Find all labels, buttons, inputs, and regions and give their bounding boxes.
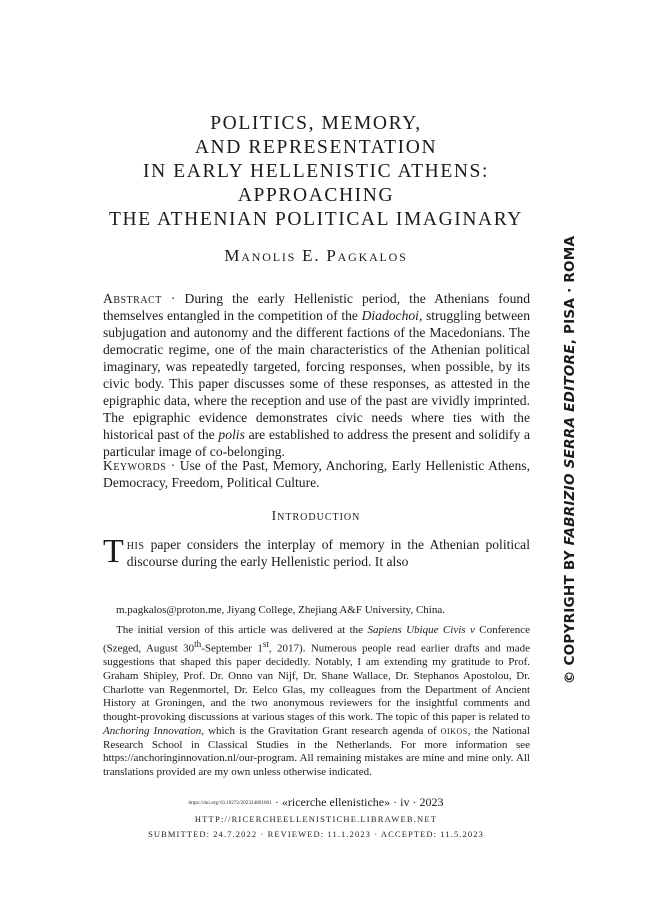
section-heading-introduction: Introduction (271, 508, 361, 523)
doi-link[interactable]: https://doi.org/10.19272/202324801001 (188, 800, 272, 806)
copyright-suffix: , PISA · ROMA (562, 235, 578, 345)
acknowledgement-footnote (103, 624, 530, 780)
abstract-text: , struggling between subjugation and autonomy and the different factions of the Macedonians. The democratic regime, one of the main characteristics of the Athenian political imaginary, was repeatedly targeted, forcing responses, when possible, by its civic body. This paper discusses some of these responses, as attested in the epigraphic data, where the reception and use of the past are vividly imprinted. The epigraphic evidence demonstrates civic needs where ties with the historical past of the (103, 308, 530, 442)
copyright-notice (562, 236, 578, 685)
article-title (100, 112, 532, 232)
title-line: AND REPRESENTATION (194, 137, 438, 158)
journal-year: 2023 (419, 795, 444, 809)
title-line: APPROACHING (237, 185, 395, 206)
introduction-paragraph (103, 533, 530, 570)
intro-smallcaps: his (126, 537, 145, 552)
footnote-text: , which is the Gravitation Grant research agenda of (201, 724, 441, 737)
project-name: Anchoring Innovation (103, 724, 202, 737)
keywords-separator: · (166, 458, 180, 473)
title-line: THE ATHENIAN POLITICAL IMAGINARY (109, 209, 523, 230)
keywords (103, 457, 530, 491)
ordinal-suffix: st (262, 638, 269, 649)
citation-separator: · (271, 795, 282, 809)
keywords-label: Keywords (103, 458, 167, 473)
drop-cap: T (103, 533, 124, 570)
ordinal-suffix: th (194, 638, 202, 649)
abstract-text: are established to address the present and solidify a particular image of co-belonging. (103, 427, 531, 459)
author-name: Manolis E. Pagkalos (224, 246, 408, 265)
copyright-publisher: FABRIZIO SERRA EDITORE (562, 344, 578, 546)
abstract-label: Abstract (103, 291, 162, 306)
footnote-text: -September 1 (201, 642, 263, 655)
citation-separator: · (409, 795, 420, 809)
journal-url[interactable]: HTTP://RICERCHEELLENISTICHE.LIBRAWEB.NET (194, 814, 438, 824)
footnote-text: Conference (Szeged, August 30 (103, 624, 530, 655)
journal-volume: iv (400, 795, 410, 809)
footnote-text: The initial version of this article was delivered at the (116, 624, 368, 636)
abstract-polis: polis (218, 427, 245, 442)
footnote-text: , the National Research School in Classical Studies in the Netherlands. For more information see https://anchoringinnovation.nl/our-program. All remaining mistakes are mine and mine only. All translations provided are my own unless otherwise indicated. (103, 724, 530, 779)
abstract (103, 290, 530, 460)
review-dates: SUBMITTED: 24.7.2022 · REVIEWED: 11.1.2023 · ACCEPTED: 11.5.2023 (148, 829, 484, 839)
author-affiliation: m.pagkalos@proton.me, Jiyang College, Zhejiang A&F University, China. (116, 604, 445, 616)
title-line: POLITICS, MEMORY, (210, 113, 422, 134)
journal-citation (100, 795, 532, 810)
conference-name: Sapiens Ubique Civis v (367, 624, 475, 636)
oikos-name: oikos (440, 724, 468, 737)
abstract-text: During the early Hellenistic period, the Athenians found themselves entangled in the competition of the (103, 291, 530, 323)
intro-text: paper considers the interplay of memory in the Athenian political discourse during the early Hellenistic period. It also (126, 537, 530, 569)
citation-separator: · (390, 795, 401, 809)
abstract-diadochoi: Diadochoi (361, 308, 419, 323)
abstract-separator: · (161, 291, 185, 306)
journal-name: «ricerche ellenistiche» (281, 795, 391, 809)
copyright-prefix: © COPYRIGHT BY (562, 545, 578, 685)
title-line: IN EARLY HELLENISTIC ATHENS: (143, 161, 489, 182)
keywords-text: Use of the Past, Memory, Anchoring, Early Hellenistic Athens, Democracy, Freedom, Political Culture. (103, 458, 530, 490)
footnote-text: , 2017). Numerous people read earlier drafts and made suggestions that shaped this paper decidedly. Notably, I am extending my gratitude to Prof. Graham Shipley, Prof. Dr. Onno van Nijf, Dr. Shane Wallace, Dr. Stephanos Apostolou, Dr. Charlotte van Regenmortel, Dr. Eelco Glas, my colleagues from the Department of Ancient History at Groningen, and the two anonymous reviewers for the insightful comments and thought-provoking discussions at various stages of this work. The topic of this paper is related to (103, 642, 530, 724)
